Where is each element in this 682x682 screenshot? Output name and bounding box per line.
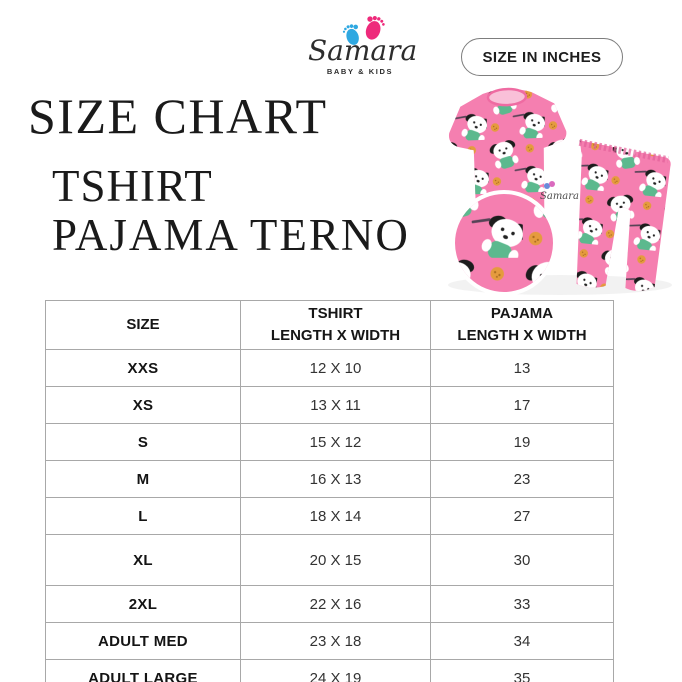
page-title: SIZE CHART bbox=[28, 88, 328, 144]
brand-logo bbox=[298, 8, 422, 84]
brand-name: Samara bbox=[308, 34, 418, 67]
table-row bbox=[46, 660, 614, 682]
pajama-cell: 27 bbox=[431, 498, 614, 535]
size-cell: M bbox=[46, 461, 241, 498]
table-row bbox=[46, 424, 614, 461]
col-header-size bbox=[46, 301, 241, 350]
table-row bbox=[46, 461, 614, 498]
size-in-inches-badge: SIZE IN INCHES bbox=[461, 38, 623, 76]
size-cell: 2XL bbox=[46, 586, 241, 623]
size-cell: XXS bbox=[46, 350, 241, 387]
col-header-tshirt bbox=[241, 301, 431, 350]
size-table bbox=[45, 300, 614, 682]
table-row bbox=[46, 586, 614, 623]
magnifier-circle bbox=[453, 192, 555, 294]
brand-tagline: BABY & KIDS bbox=[326, 67, 394, 76]
tshirt-cell: 22 X 16 bbox=[241, 586, 431, 623]
col-header-tshirt-sublabel: LENGTH X WIDTH bbox=[270, 327, 401, 344]
table-row bbox=[46, 498, 614, 535]
tshirt-cell: 23 X 18 bbox=[241, 623, 431, 660]
brand-watermark bbox=[540, 181, 579, 202]
pajama-cell: 17 bbox=[431, 387, 614, 424]
tshirt-cell: 24 X 19 bbox=[241, 660, 431, 682]
product-photo bbox=[430, 85, 682, 298]
pajama-cell: 19 bbox=[431, 424, 614, 461]
tshirt-cell: 13 X 11 bbox=[241, 387, 431, 424]
table-row bbox=[46, 623, 614, 660]
col-header-pajama-label: PAJAMA bbox=[490, 305, 554, 323]
size-cell: ADULT LARGE bbox=[46, 660, 241, 682]
tshirt-cell: 20 X 15 bbox=[241, 535, 431, 586]
table-header-row bbox=[46, 301, 614, 350]
pajama-cell: 13 bbox=[431, 350, 614, 387]
tshirt-cell: 12 X 10 bbox=[241, 350, 431, 387]
pajama-cell: 34 bbox=[431, 623, 614, 660]
pajama-cell: 30 bbox=[431, 535, 614, 586]
product-subtitle-line1: TSHIRT bbox=[52, 161, 213, 211]
col-header-tshirt-label: TSHIRT bbox=[308, 305, 363, 323]
size-cell: XS bbox=[46, 387, 241, 424]
tshirt-cell: 16 X 13 bbox=[241, 461, 431, 498]
tshirt-cell: 15 X 12 bbox=[241, 424, 431, 461]
pajama-cell: 23 bbox=[431, 461, 614, 498]
size-cell: ADULT MED bbox=[46, 623, 241, 660]
tshirt-cell: 18 X 14 bbox=[241, 498, 431, 535]
svg-text:Samara: Samara bbox=[540, 191, 579, 202]
col-header-pajama bbox=[431, 301, 614, 350]
pajama-cell: 33 bbox=[431, 586, 614, 623]
table-row bbox=[46, 350, 614, 387]
pants-graphic bbox=[564, 140, 672, 294]
size-cell: L bbox=[46, 498, 241, 535]
size-cell: S bbox=[46, 424, 241, 461]
table-row bbox=[46, 535, 614, 586]
size-cell: XL bbox=[46, 535, 241, 586]
pajama-cell: 35 bbox=[431, 660, 614, 682]
product-subtitle-line2: PAJAMA TERNO bbox=[52, 210, 410, 260]
col-header-size-label: SIZE bbox=[126, 316, 160, 334]
table-row bbox=[46, 387, 614, 424]
col-header-pajama-sublabel: LENGTH X WIDTH bbox=[457, 327, 587, 344]
